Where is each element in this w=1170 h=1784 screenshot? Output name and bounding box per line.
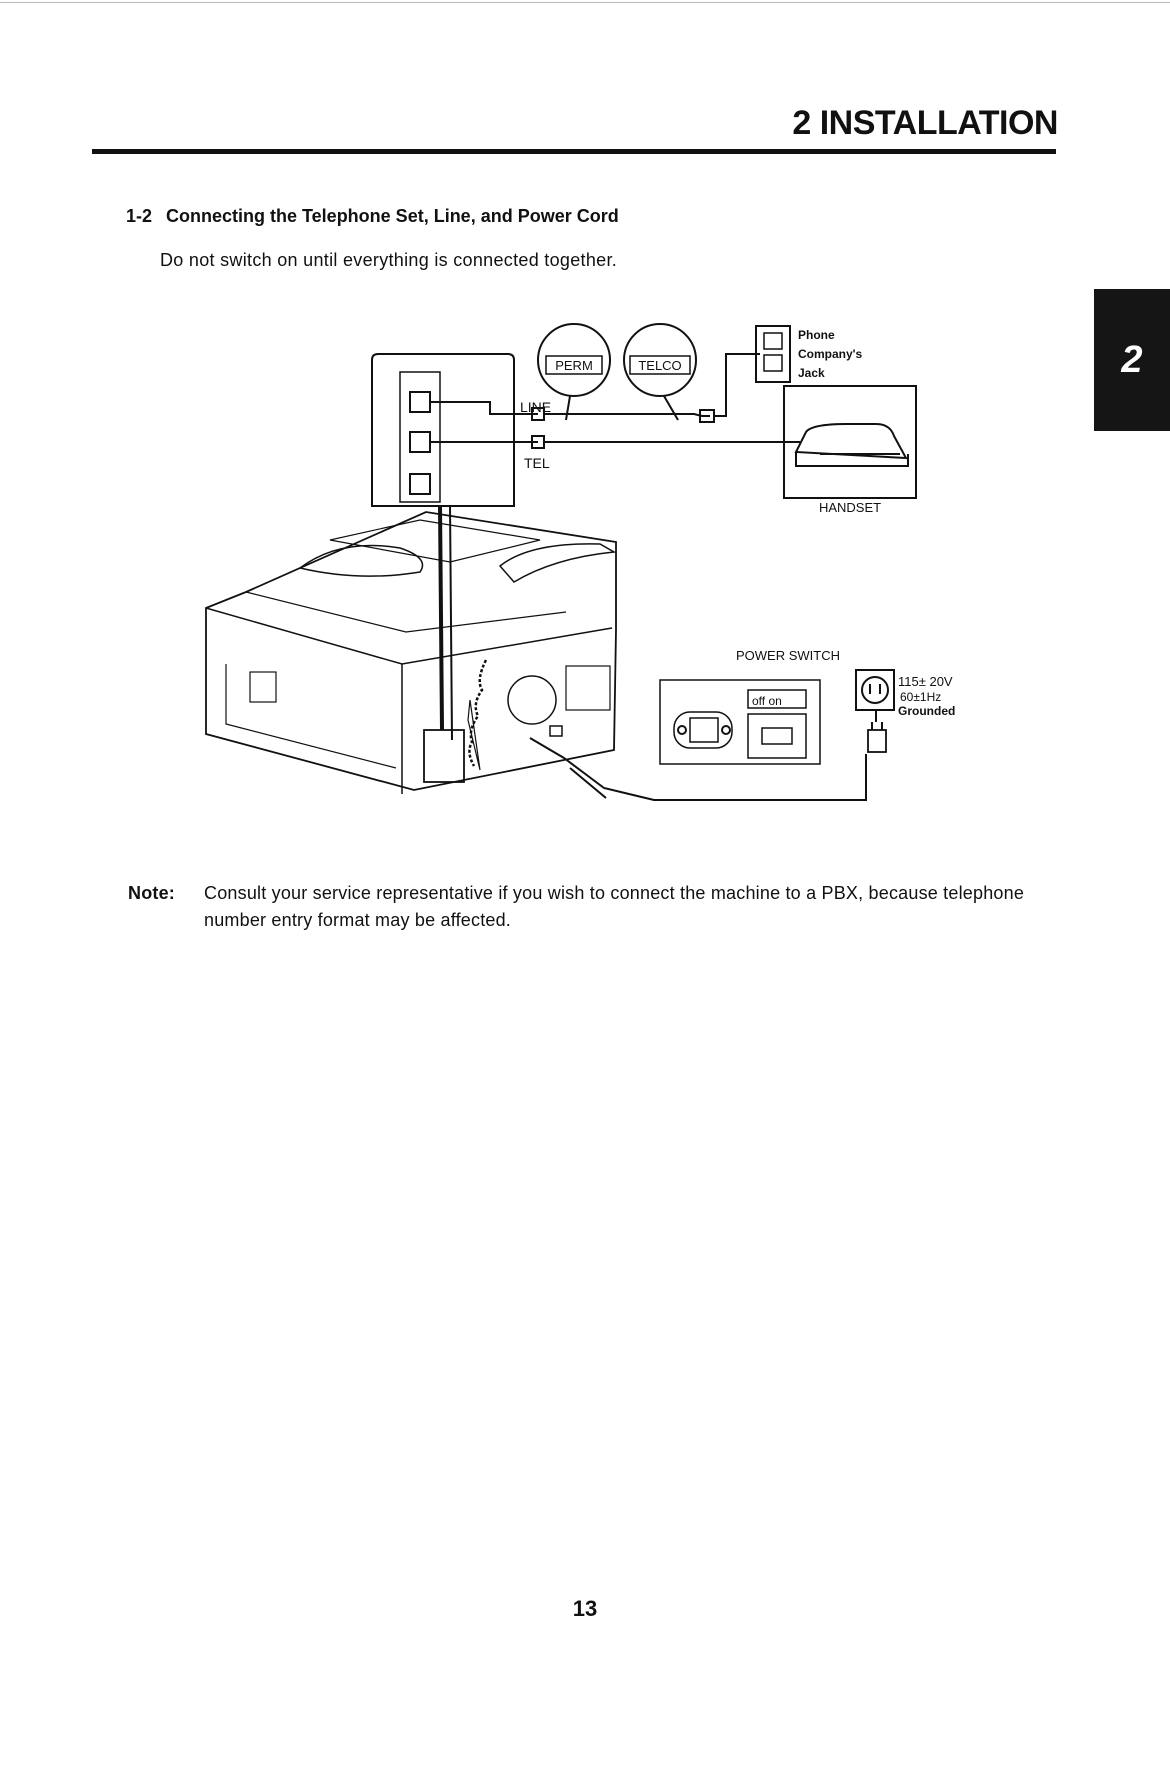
line-jack-socket: [410, 392, 430, 412]
section-number: 1-2: [126, 206, 153, 226]
chapter-tab-label: 2: [1121, 338, 1143, 381]
line-cable: [544, 414, 710, 416]
chapter-heading: 2 INSTALLATION: [792, 104, 1058, 142]
telco-label: TELCO: [638, 358, 682, 373]
line-cable-to-wall: [714, 354, 760, 416]
note-label: Note:: [128, 883, 175, 903]
page-number: 13: [572, 1596, 598, 1621]
perm-label: PERM: [555, 358, 593, 373]
jack-panel-inset: [372, 354, 514, 506]
note-text: Consult your service representative if you wish to connect the machine to a PBX, because telephone number entry format may be affected.: [204, 883, 1025, 930]
connection-diagram: [180, 300, 1000, 830]
fax-machine: [206, 512, 616, 790]
chapter-tab: [1094, 289, 1170, 431]
section-title: [126, 206, 619, 227]
switch-off-on-label: off on: [752, 694, 782, 708]
line-label: LINE: [520, 399, 552, 415]
power-switch-label: POWER SWITCH: [736, 648, 840, 663]
phone-company-jack: [756, 326, 790, 382]
section-title-text: Connecting the Telephone Set, Line, and Power Cord: [166, 206, 619, 226]
spare-jack-socket: [410, 474, 430, 494]
handset-label: HANDSET: [818, 500, 882, 515]
handset-icon: [796, 424, 906, 458]
power-spec-label-3: Grounded: [898, 704, 956, 718]
power-switch-inset: [660, 680, 820, 764]
phone-jack-label-1: Phone: [798, 328, 835, 342]
machine-jack-panel: [424, 730, 464, 782]
tel-jack-socket: [410, 432, 430, 452]
intro-text: Do not switch on until everything is connected together.: [160, 250, 618, 270]
top-page-rule: [0, 2, 1170, 3]
phone-jack-label-2: Company's: [798, 347, 863, 361]
power-spec-label-2: 60±1Hz: [900, 690, 942, 704]
phone-jack-label-3: Jack: [798, 366, 825, 380]
tel-label: TEL: [524, 455, 550, 471]
power-spec-label-1: 115± 20V: [898, 674, 953, 689]
heading-rule: [92, 149, 1056, 154]
